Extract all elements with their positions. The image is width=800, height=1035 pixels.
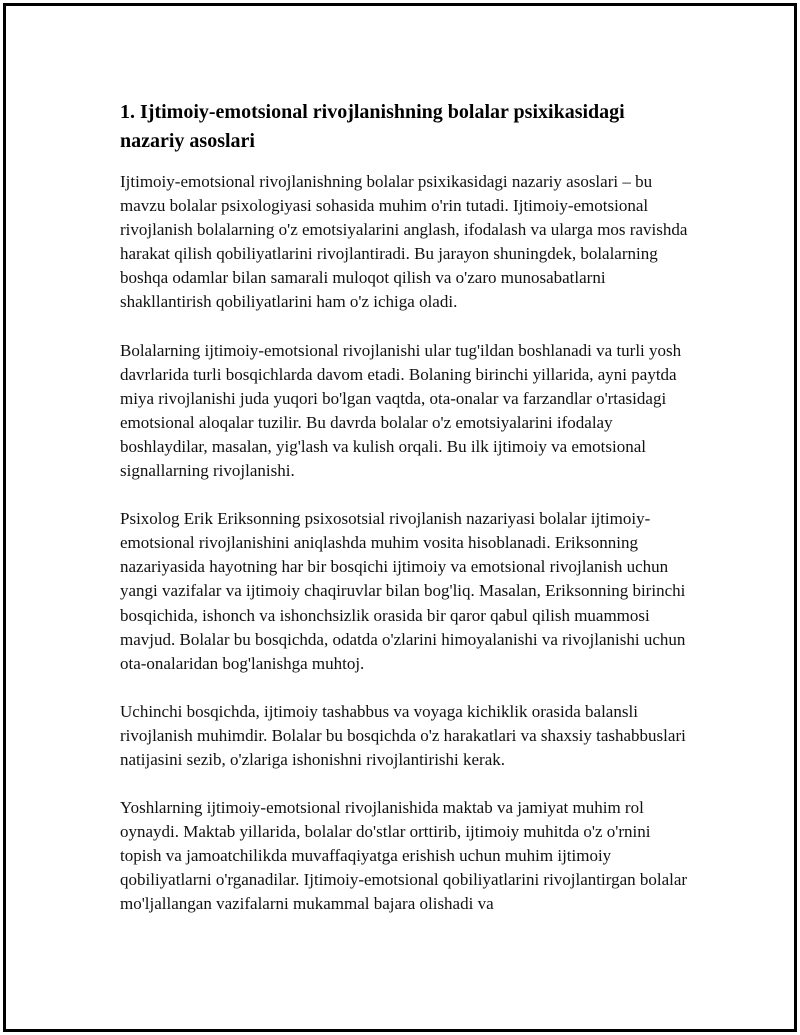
document-page xyxy=(3,3,797,1032)
paragraph-intro: Ijtimoiy-emotsional rivojlanishning bolalar psixikasidagi nazariy asoslari – bu mavzu bolalar psixologiyasi sohasida muhim o'rin tutadi. Ijtimoiy-emotsional rivojlanish bolalarning o'z emotsiyalarini anglash, ifodalash va ularga mos ravishda harakat qilish qobiliyatlarini rivojlantiradi. Bu jarayon shuningdek, bolalarning boshqa odamlar bilan samarali muloqot qilish va o'zaro munosabatlarni shakllantirish qobiliyatlarini ham o'z ichiga oladi. xyxy=(120,172,688,312)
document-content xyxy=(120,98,692,941)
paragraph-early-development: Bolalarning ijtimoiy-emotsional rivojlanishi ular tug'ildan boshlanadi va turli yosh davrlarida turli bosqichlarda davom etadi. Bolaning birinchi yillarida, ayni paytda miya rivojlanishi juda yuqori bo'lgan vaqtda, ota-onalar va farzandlar o'rtasidagi emotsional aloqalar tuzilir. Bu davrda bolalar o'z emotsiyalarini ifodalay boshlaydilar, masalan, yig'lash va kulish orqali. Bu ilk ijtimoiy va emotsional signallarning rivojlanishi. xyxy=(120,340,682,481)
paragraph-erikson-theory: Psixolog Erik Eriksonning psixosotsial rivojlanish nazariyasi bolalar ijtimoiy-emotsional rivojlanishini aniqlashda muhim vosita hisoblanadi. Eriksonning nazariyasida hayotning har bir bosqichi ijtimoiy va emotsional rivojlanish uchun yangi vazifalar va ijtimoiy chaqiruvlar bilan bog'liq. Masalan, Eriksonning birinchi bosqichida, ishonch va ishonchsizlik orasida bir qaror qabul qilish muammosi mavjud. Bolalar bu bosqichda, odatda o'zlarini himoyalanishi va rivojlanishi uchun ota-onalaridan bog'lanishga muhtoj. xyxy=(120,509,686,673)
section-heading: 1. Ijtimoiy-emotsional rivojlanishning bolalar psixikasidagi nazariy asoslari xyxy=(120,101,625,152)
paragraph-third-stage: Uchinchi bosqichda, ijtimoiy tashabbus va voyaga kichiklik orasida balansli rivojlanish muhimdir. Bolalar bu bosqichda o'z harakatlari va shaxsiy tashabbuslari natijasini sezib, o'zlariga ishonishni rivojlantirishi kerak. xyxy=(120,701,686,769)
paragraph-school-society: Yoshlarning ijtimoiy-emotsional rivojlanishida maktab va jamiyat muhim rol oynaydi. Maktab yillarida, bolalar do'stlar orttirib, ijtimoiy muhitda o'z o'rnini topish va jamoatchilikda muvaffaqiyatga erishish uchun muhim ijtimoiy qobiliyatlarni o'rganadilar. Ijtimoiy-emotsional qobiliyatlarini rivojlantirgan bolalar mo'ljallangan vazifalarni mukammal bajara olishadi va xyxy=(120,798,688,914)
